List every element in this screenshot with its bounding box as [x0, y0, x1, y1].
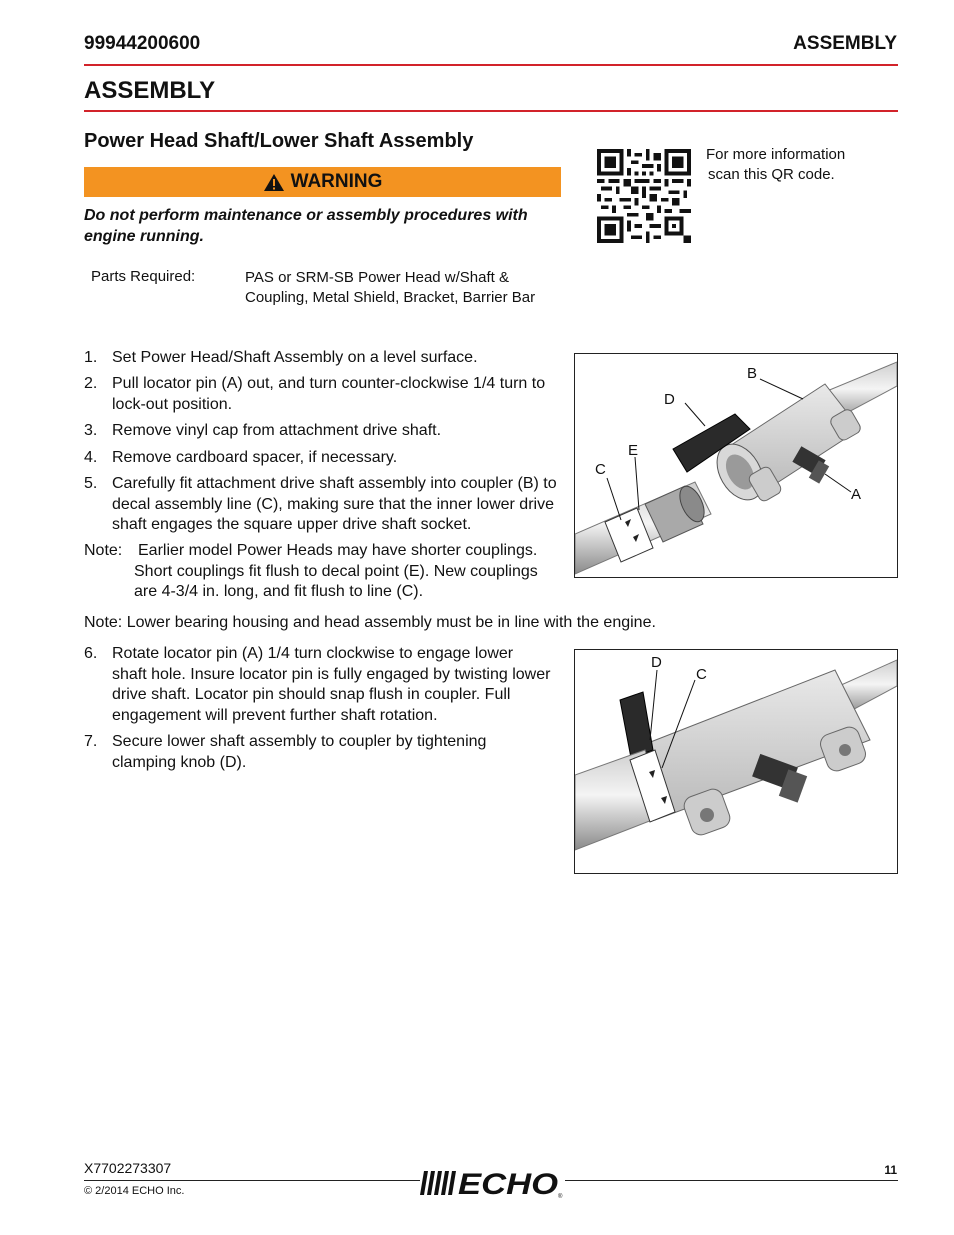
- document-number: 99944200600: [84, 33, 201, 54]
- qr-caption-line-1: For more information: [706, 146, 846, 163]
- svg-text:®: ®: [558, 1194, 563, 1200]
- figure-coupler-assembly: [574, 353, 898, 578]
- echo-logo-graphic: [420, 1165, 565, 1201]
- note-alignment: Note: Lower bearing housing and head assembly must be in line with the engine.: [84, 614, 656, 631]
- page-title: ASSEMBLY: [84, 77, 216, 104]
- svg-text:ECHO: ECHO: [458, 1168, 558, 1201]
- steps-list-b: 6. Rotate locator pin (A) 1/4 turn clockwise to engage lower shaft hole. Insure locator pin is fully engaged by twisting lower drive shaft. Locator pin should snap flush in coupler. Full engagement will prevent further shaft rotation. 7. Secure lower shaft assembly to coupler by tightening clamping knob (D).: [84, 645, 551, 771]
- parts-required-value: [245, 268, 565, 308]
- label-b: B: [747, 365, 758, 382]
- warning-banner: [84, 167, 561, 197]
- warning-label: WARNING: [290, 171, 383, 192]
- steps-list-a: 1. Set Power Head/Shaft Assembly on a level surface. 2. Pull locator pin (A) out, and turn counter-clockwise 1/4 turn to lock-out position. 3. Remove vinyl cap from attachment drive shaft. 4. Remove cardboard spacer, if necessary. 5. Carefully fit attachment drive shaft assembly into coupler (B) to decal assembly line (C), making sure that the inner lower drive shaft engages the square upper drive shaft socket. Note: Earlier model Power Heads may have shorter couplings. Short couplings fit flush to decal point (E). New couplings are 4-3/4 in. long, and fit flush to line (C).: [84, 349, 557, 600]
- label-c: C: [696, 666, 707, 683]
- parts-required-label: Parts Required:: [91, 268, 196, 285]
- label-e: E: [628, 442, 639, 459]
- header-rule: [84, 64, 898, 66]
- label-d: D: [664, 391, 675, 408]
- warning-triangle-icon: [263, 173, 285, 192]
- title-rule: [84, 110, 898, 112]
- coupler-assembly-illustration: [575, 354, 897, 577]
- label-d: D: [651, 654, 662, 671]
- parts-line-1: PAS or SRM-SB Power Head w/Shaft &: [245, 269, 509, 286]
- section-name: ASSEMBLY: [793, 33, 897, 54]
- footer-part-code: X7702273307: [84, 1160, 172, 1176]
- warning-text: Do not perform maintenance or assembly procedures with engine running.: [84, 207, 528, 245]
- parts-line-2: Coupling, Metal Shield, Bracket, Barrier Bar: [245, 289, 536, 306]
- label-c: C: [595, 461, 606, 478]
- qr-caption-line-2: scan this QR code.: [708, 166, 835, 183]
- installed-shaft-illustration: [575, 650, 897, 873]
- qr-code[interactable]: [597, 149, 691, 243]
- subsection-title: Power Head Shaft/Lower Shaft Assembly: [84, 130, 474, 152]
- footer-copyright: © 2/2014 ECHO Inc.: [84, 1185, 185, 1197]
- qr-caption: [706, 145, 866, 185]
- figure-shaft-installed: [574, 649, 898, 874]
- echo-logo: [420, 1165, 565, 1201]
- label-a: A: [851, 486, 862, 503]
- page-number: 11: [884, 1163, 897, 1177]
